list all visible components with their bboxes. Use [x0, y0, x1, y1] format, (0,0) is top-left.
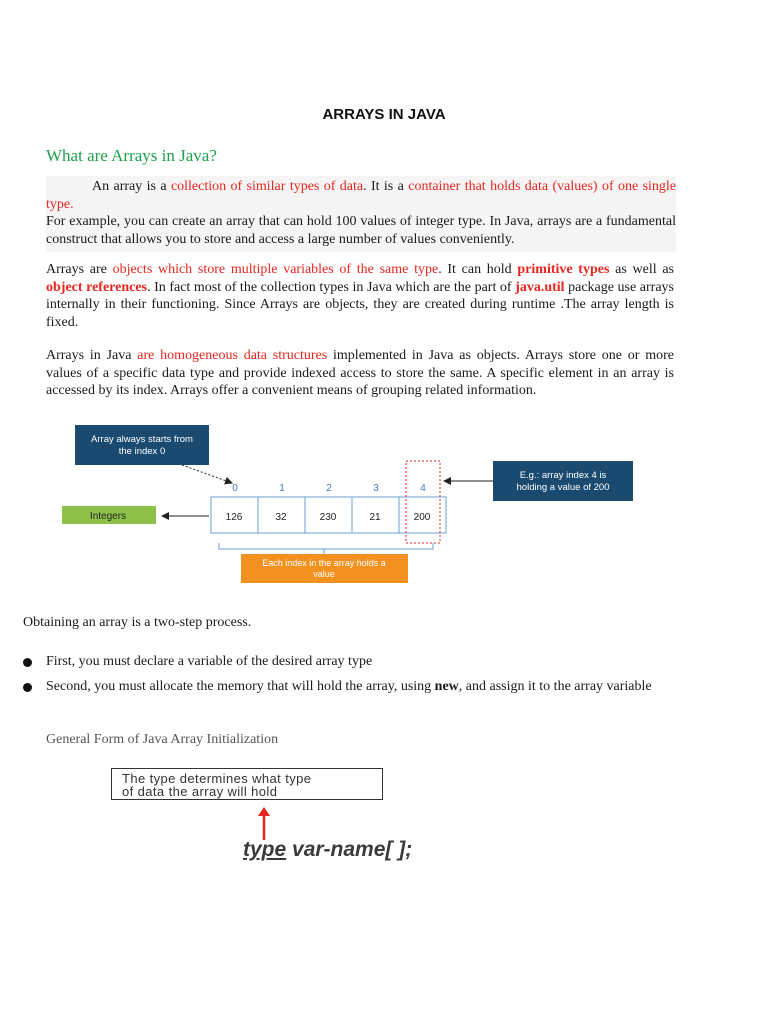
array-value: 21 — [369, 512, 381, 523]
process-intro: Obtaining an array is a two-step process. — [23, 615, 252, 630]
each-index-line1: Each index in the array holds a — [262, 558, 386, 568]
array-syntax: type var-name[ ]; — [243, 838, 413, 861]
page-title: ARRAYS IN JAVA — [322, 106, 446, 123]
index-bracket — [219, 543, 433, 549]
bullet-icon — [23, 658, 32, 667]
general-form-caption: General Form of Java Array Initialization — [46, 732, 279, 747]
start-box-line2: the index 0 — [118, 446, 166, 457]
bullet-declare: First, you must declare a variable of the desired array type — [46, 654, 373, 669]
bullet-icon — [23, 683, 32, 692]
up-arrow-icon — [256, 806, 272, 840]
index-label: 2 — [326, 483, 332, 494]
start-box-line1: Array always starts from — [91, 434, 193, 445]
section-heading: What are Arrays in Java? — [46, 146, 217, 165]
array-diagram — [0, 415, 768, 605]
homogeneous-paragraph: Arrays in Java are homogeneous data structures implemented in Java as objects. Arrays store one or more values of a specific data type and provide indexed access to store the same. A specific element in an array is accessed by its index. Arrays offer a convenient means of grouping related information. — [46, 348, 674, 398]
index-label: 0 — [232, 483, 238, 494]
array-value: 230 — [319, 512, 337, 523]
example-box-line2: holding a value of 200 — [516, 482, 610, 493]
bullet-allocate: Second, you must allocate the memory that will hold the array, using new, and assign it to the array variable — [46, 679, 652, 694]
example-box-line1: E.g.: array index 4 is — [519, 470, 607, 481]
index-label: 1 — [279, 483, 285, 494]
array-value: 32 — [275, 512, 287, 523]
objects-paragraph: Arrays are objects which store multiple variables of the same type. It can hold primitive types as well as object references. In fact most of the collection types in Java which are the part of java.util package use arrays internally in their functioning. Since Arrays are objects, they are created during runtime .The array length is fixed. — [46, 262, 674, 330]
index-label: 3 — [373, 483, 379, 494]
start-index-box — [75, 425, 209, 465]
array-value: 126 — [225, 512, 243, 523]
example-box — [493, 461, 633, 501]
array-value: 200 — [413, 512, 431, 523]
integers-label: Integers — [89, 511, 127, 522]
type-explanation-box: The type determines what type of data the array will hold — [111, 768, 383, 800]
intro-paragraph: An array is a collection of similar types of data. It is a container that holds data (values) of one single type. For example, you can create an array that can hold 100 values of integer type. In Java, arrays are a fundamental construct that allows you to store and access a large number of values conveniently. — [46, 176, 676, 252]
index-label: 4 — [420, 483, 426, 494]
each-index-line2: value — [313, 569, 335, 579]
start-pointer — [182, 465, 232, 483]
